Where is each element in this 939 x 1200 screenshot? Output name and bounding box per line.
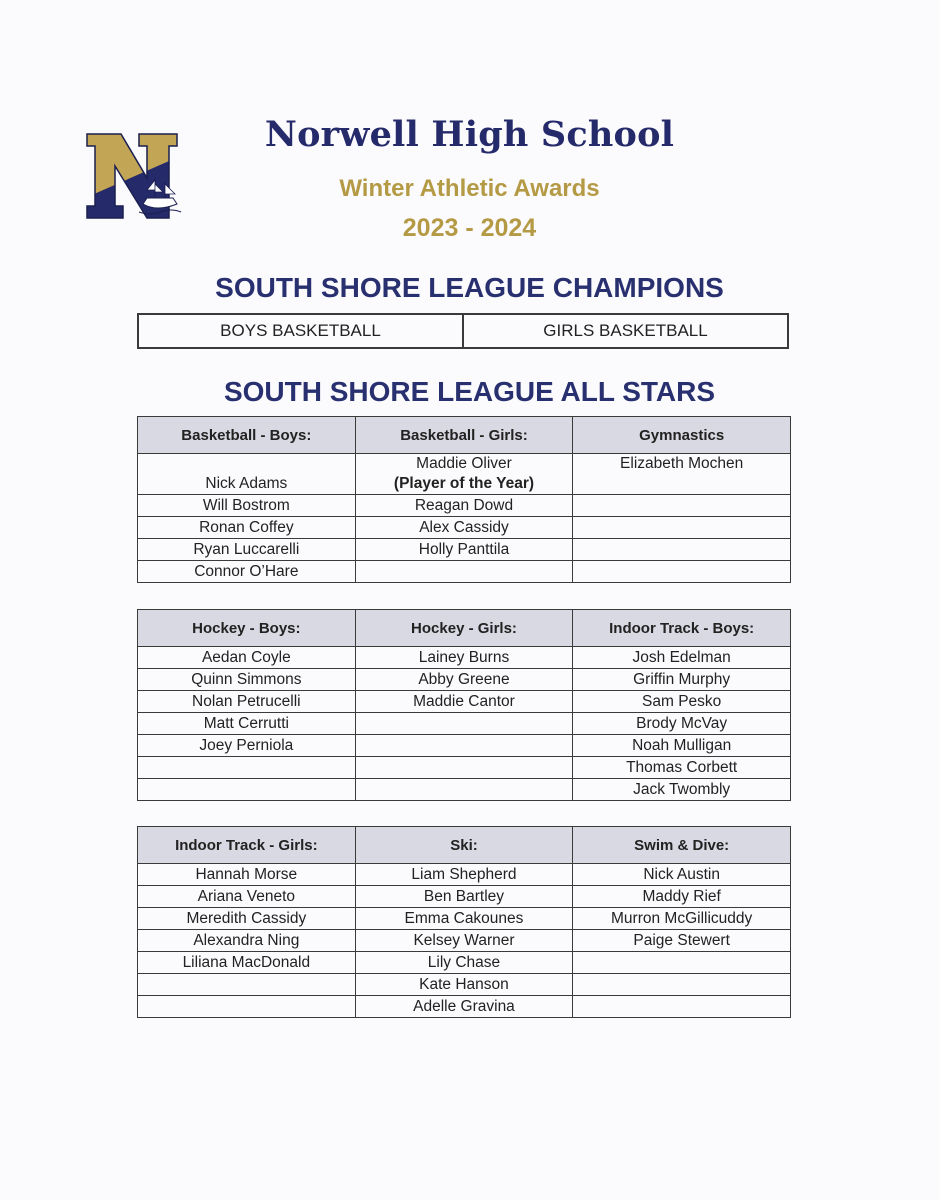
athlete-cell: Alexandra Ning xyxy=(138,930,356,952)
athlete-cell xyxy=(355,779,573,801)
athlete-cell: Aedan Coyle xyxy=(138,647,356,669)
athlete-cell xyxy=(573,517,791,539)
athlete-cell: Lainey Burns xyxy=(355,647,573,669)
all-stars-table-winter-1 xyxy=(137,416,791,583)
athlete-cell xyxy=(138,779,356,801)
athlete-cell: Nick Adams xyxy=(138,454,356,495)
athlete-cell: Holly Panttila xyxy=(355,539,573,561)
athlete-cell: Lily Chase xyxy=(355,952,573,974)
table-row xyxy=(138,886,791,908)
athlete-cell: Noah Mulligan xyxy=(573,735,791,757)
athlete-name: Maddie Oliver xyxy=(416,455,512,472)
athlete-cell: Ryan Luccarelli xyxy=(138,539,356,561)
table-row xyxy=(138,495,791,517)
table-row xyxy=(138,735,791,757)
table-row xyxy=(138,779,791,801)
table-row xyxy=(138,454,791,495)
table-row xyxy=(138,539,791,561)
table-row xyxy=(138,517,791,539)
athlete-cell: Josh Edelman xyxy=(573,647,791,669)
athlete-cell: Maddie Cantor xyxy=(355,691,573,713)
athlete-cell: Reagan Dowd xyxy=(355,495,573,517)
athlete-cell xyxy=(573,495,791,517)
school-name: Norwell High School xyxy=(264,114,675,155)
athlete-cell: Quinn Simmons xyxy=(138,669,356,691)
table-row xyxy=(138,669,791,691)
athlete-cell: Elizabeth Mochen xyxy=(573,454,791,495)
athlete-cell xyxy=(355,713,573,735)
athlete-cell: Griffin Murphy xyxy=(573,669,791,691)
athlete-cell: Adelle Gravina xyxy=(355,996,573,1018)
athlete-cell xyxy=(355,757,573,779)
table-row xyxy=(138,908,791,930)
column-header: Basketball - Boys: xyxy=(138,417,356,454)
athlete-cell: Alex Cassidy xyxy=(355,517,573,539)
athlete-cell: Meredith Cassidy xyxy=(138,908,356,930)
athlete-cell: Ariana Veneto xyxy=(138,886,356,908)
athlete-cell: Ronan Coffey xyxy=(138,517,356,539)
athlete-cell: Murron McGillicuddy xyxy=(573,908,791,930)
column-header: Indoor Track - Boys: xyxy=(573,610,791,647)
athlete-cell xyxy=(138,974,356,996)
table-header-row xyxy=(138,610,791,647)
athlete-cell xyxy=(355,454,573,495)
athlete-cell: Thomas Corbett xyxy=(573,757,791,779)
athlete-cell xyxy=(573,974,791,996)
athlete-cell: Sam Pesko xyxy=(573,691,791,713)
table-row xyxy=(138,974,791,996)
column-header: Hockey - Boys: xyxy=(138,610,356,647)
table-row xyxy=(138,757,791,779)
athlete-cell: Kelsey Warner xyxy=(355,930,573,952)
athlete-cell: Abby Greene xyxy=(355,669,573,691)
event-title: Winter Athletic Awards xyxy=(339,175,600,202)
athlete-cell: Kate Hanson xyxy=(355,974,573,996)
column-header: Basketball - Girls: xyxy=(355,417,573,454)
athlete-cell xyxy=(355,735,573,757)
table-header-row xyxy=(138,827,791,864)
column-header: Ski: xyxy=(355,827,573,864)
athlete-cell xyxy=(573,996,791,1018)
table-row xyxy=(138,996,791,1018)
athlete-cell: Hannah Morse xyxy=(138,864,356,886)
athlete-cell: Connor O’Hare xyxy=(138,561,356,583)
school-logo xyxy=(85,126,185,226)
athlete-cell xyxy=(138,757,356,779)
table-header-row xyxy=(138,417,791,454)
champion-team: BOYS BASKETBALL xyxy=(220,321,381,340)
athlete-cell: Matt Cerrutti xyxy=(138,713,356,735)
table-row xyxy=(138,561,791,583)
athlete-cell: Paige Stewert xyxy=(573,930,791,952)
champion-team: GIRLS BASKETBALL xyxy=(462,315,787,347)
column-header: Gymnastics xyxy=(573,417,791,454)
athlete-cell: Liam Shepherd xyxy=(355,864,573,886)
athlete-cell xyxy=(355,561,573,583)
table-row xyxy=(138,952,791,974)
athlete-cell: Emma Cakounes xyxy=(355,908,573,930)
athlete-cell: Nick Austin xyxy=(573,864,791,886)
column-header: Indoor Track - Girls: xyxy=(138,827,356,864)
athlete-cell: Liliana MacDonald xyxy=(138,952,356,974)
athlete-cell: Brody McVay xyxy=(573,713,791,735)
athlete-cell xyxy=(138,996,356,1018)
athlete-cell xyxy=(573,561,791,583)
athlete-cell xyxy=(573,952,791,974)
athlete-cell xyxy=(573,539,791,561)
all-stars-table-winter-2 xyxy=(137,609,791,801)
athlete-cell: Will Bostrom xyxy=(138,495,356,517)
player-of-year-note: (Player of the Year) xyxy=(393,475,535,492)
school-year: 2023 - 2024 xyxy=(402,214,537,242)
champions-heading: SOUTH SHORE LEAGUE CHAMPIONS xyxy=(215,272,724,303)
athlete-cell: Nolan Petrucelli xyxy=(138,691,356,713)
column-header: Swim & Dive: xyxy=(573,827,791,864)
column-header: Hockey - Girls: xyxy=(355,610,573,647)
table-row xyxy=(138,691,791,713)
table-row xyxy=(138,647,791,669)
table-row xyxy=(138,864,791,886)
athlete-cell: Jack Twombly xyxy=(573,779,791,801)
all-stars-heading: SOUTH SHORE LEAGUE ALL STARS xyxy=(223,376,716,407)
table-row xyxy=(138,930,791,952)
athlete-cell: Maddy Rief xyxy=(573,886,791,908)
athlete-cell: Joey Perniola xyxy=(138,735,356,757)
champions-table xyxy=(137,313,789,349)
table-row xyxy=(138,713,791,735)
all-stars-table-winter-3 xyxy=(137,826,791,1018)
athlete-cell: Ben Bartley xyxy=(355,886,573,908)
